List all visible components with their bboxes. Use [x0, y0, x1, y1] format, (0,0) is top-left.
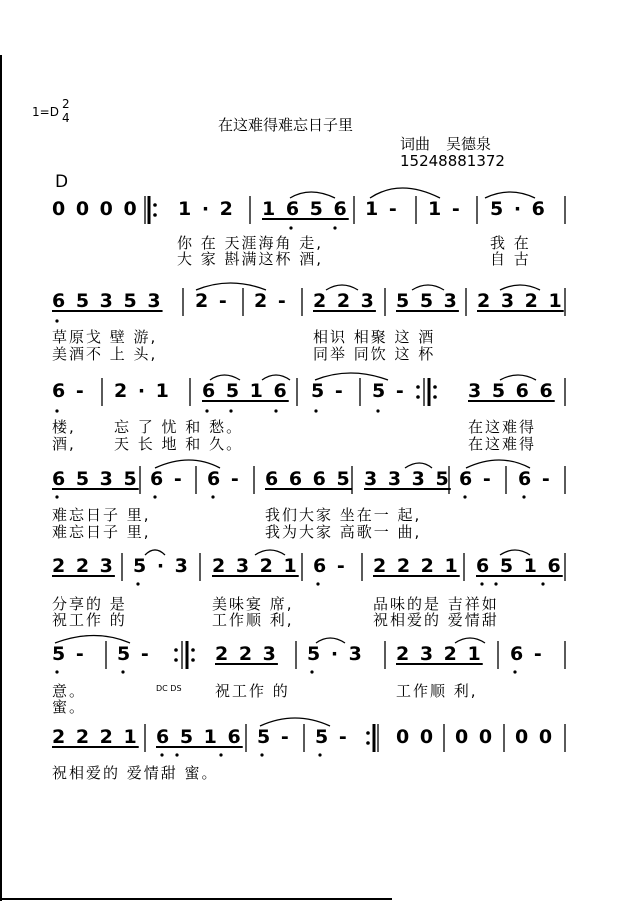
lyric-verse1: 分享的 是	[52, 595, 127, 613]
measure: 5 -	[257, 726, 291, 748]
measure: 5 5 3	[396, 290, 459, 312]
measure: 5 · 3	[307, 643, 364, 665]
time-signature-bottom: 4	[62, 111, 70, 125]
measure: 2 2 3	[313, 290, 376, 312]
lyric-verse2: 我为大家 高歌一 曲,	[265, 523, 422, 541]
lyric-verse2: 在这难得	[468, 435, 537, 453]
measure: 2 2 3	[52, 555, 115, 577]
measure: 5 -	[315, 726, 349, 748]
measure: 6 5 1 6	[202, 380, 289, 402]
lyric-verse1: 工作顺 利,	[396, 682, 478, 700]
measure: 5 -	[372, 380, 406, 402]
lyric-verse1: 你 在 天涯海角 走,	[177, 234, 324, 252]
measure: 2 3 2 1	[396, 643, 483, 665]
lyric-verse2: 天 长 地 和 久。	[114, 435, 244, 453]
song-title: 在这难得难忘日子里	[218, 116, 354, 134]
lyric-verse1: 美味宴 席,	[212, 595, 294, 613]
measure: 6 5 3 5	[52, 468, 139, 490]
measure: 1 6 5 6	[262, 198, 349, 220]
measure: 3 3 3 5	[364, 468, 451, 490]
measure: 0 0	[396, 726, 436, 748]
measure: 6 5 1 6	[156, 726, 243, 748]
measure: 2 2 3	[215, 643, 278, 665]
lyric-verse2: 大 家 斟满这杯 酒,	[177, 250, 324, 268]
measure: 6 5 1 6	[476, 555, 563, 577]
measure: 1 · 2	[178, 198, 235, 220]
lyric-verse1: 楼,	[52, 418, 76, 436]
measure: 0 0	[515, 726, 555, 748]
lyric-verse2: 美酒不 上 头,	[52, 345, 158, 363]
lyric-verse1: 相识 相聚 这 酒	[313, 328, 436, 346]
credits-label: 词曲	[400, 135, 431, 153]
lyric-verse1: 我 在	[490, 234, 531, 252]
lyric-verse1: 在这难得	[468, 418, 537, 436]
measure: 6 -	[459, 468, 493, 490]
measure: 6 -	[207, 468, 241, 490]
time-signature-top: 2	[62, 97, 70, 111]
measure: 5 -	[52, 643, 86, 665]
lyric-verse2: 酒,	[52, 435, 76, 453]
credits-phone: 15248881372	[400, 152, 505, 170]
lyric-verse1: 祝相爱的 爱情甜 蜜。	[52, 764, 219, 782]
measure: 2 2 2 1	[52, 726, 139, 748]
lyric-verse1: 难忘日子 里,	[52, 506, 151, 524]
measure: 6 -	[510, 643, 544, 665]
measure: 2 · 1	[114, 380, 171, 402]
credits-author: 吴德泉	[446, 135, 492, 153]
measure: 6 -	[150, 468, 184, 490]
measure: 6 -	[518, 468, 552, 490]
lyric-verse2: 蜜。	[52, 698, 87, 716]
lyric-verse1: 忘 了 忧 和 愁。	[114, 418, 244, 436]
measure: 3 5 6 6	[468, 380, 555, 402]
rehearsal-marker: D	[55, 172, 69, 192]
measure: 2 3 2 1	[477, 290, 564, 312]
lyric-verse2: 同举 同饮 这 杯	[313, 345, 436, 363]
measure: 6 5 3 5 3	[52, 290, 163, 312]
measure: 0 0	[455, 726, 495, 748]
measure: 2 -	[195, 290, 229, 312]
measure: 6 -	[313, 555, 347, 577]
lyric-verse1: 我们大家 坐在一 起,	[265, 506, 422, 524]
measure: 5 · 3	[133, 555, 190, 577]
measure: 5 · 6	[490, 198, 547, 220]
measure: 1 -	[428, 198, 462, 220]
key-signature: 1=D	[32, 105, 59, 119]
measure: 2 2 2 1	[373, 555, 460, 577]
measure: 1 -	[365, 198, 399, 220]
lyric-verse1: 意。	[52, 682, 87, 700]
lyric-verse2: 工作顺 利,	[212, 611, 294, 629]
dc-ds-marking: DC DS	[156, 684, 182, 693]
lyric-verse2: 自 古	[490, 250, 531, 268]
lyric-verse1: 草原戈 壁 游,	[52, 328, 158, 346]
lyric-verse2: 难忘日子 里,	[52, 523, 151, 541]
measure: 2 -	[254, 290, 288, 312]
measure: 6 -	[52, 380, 86, 402]
lyric-verse1: 品味的是 吉祥如	[373, 595, 499, 613]
measure: 6 6 6 5	[265, 468, 352, 490]
lyric-verse2: 祝相爱的 爱情甜	[373, 611, 499, 629]
lyric-verse2: 祝工作 的	[52, 611, 127, 629]
lyric-verse1: 祝工作 的	[215, 682, 290, 700]
measure: 5 -	[311, 380, 345, 402]
measure: 5 -	[117, 643, 151, 665]
measure: 0 0 0 0	[52, 198, 139, 220]
measure: 2 3 2 1	[212, 555, 299, 577]
